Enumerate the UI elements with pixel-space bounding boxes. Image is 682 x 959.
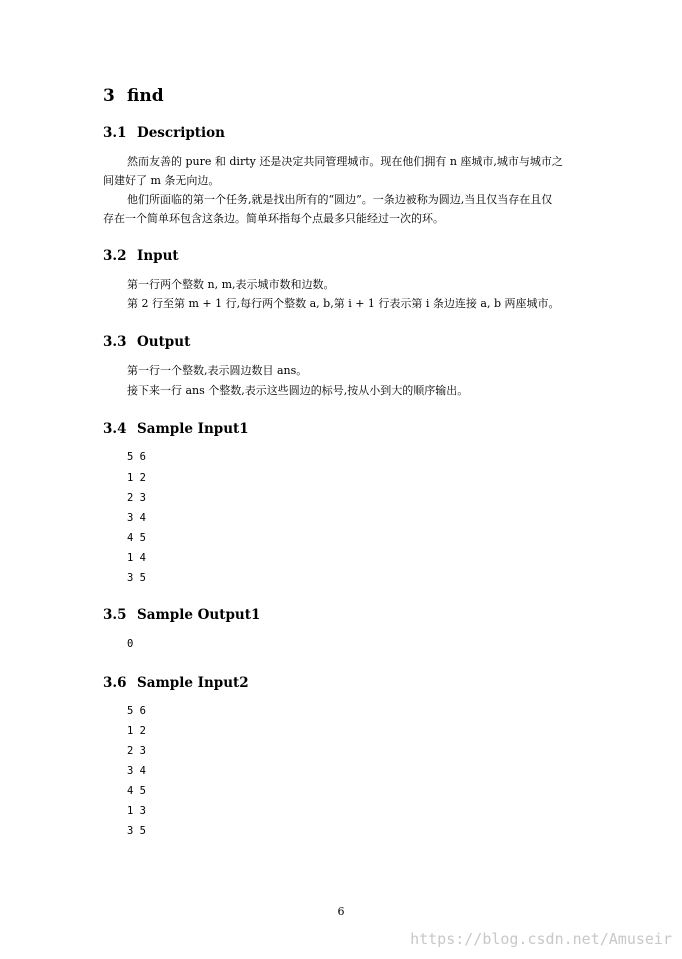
code-line: 1 3 <box>127 805 146 817</box>
code-line: 5 6 <box>127 451 146 463</box>
sample-input2-heading <box>103 675 249 691</box>
output-heading <box>103 334 190 350</box>
subsection-number: 3.6 <box>103 675 127 691</box>
subsection-number: 3.2 <box>103 248 127 264</box>
sample-output1-heading <box>103 607 260 623</box>
subsection-number: 3.3 <box>103 334 127 350</box>
description-line-4: 存在一个简单环包含这条边。简单环指每个点最多只能经过一次的环。 <box>103 212 444 225</box>
subsection-number: 3.5 <box>103 607 127 623</box>
subsection-number: 3.4 <box>103 421 127 437</box>
code-line: 1 2 <box>127 725 146 737</box>
subsection-number: 3.1 <box>103 125 127 141</box>
section-heading <box>103 86 164 106</box>
code-line: 5 6 <box>127 705 146 717</box>
description-line-3: 他们所面临的第一个任务,就是找出所有的“圆边”。一条边被称为圆边,当且仅当存在且仅 <box>127 193 553 206</box>
code-line: 1 4 <box>127 552 146 564</box>
subsection-title: Output <box>137 334 191 350</box>
subsection-title: Input <box>137 248 179 264</box>
code-line: 4 5 <box>127 532 146 544</box>
code-line: 3 4 <box>127 765 146 777</box>
code-line: 2 3 <box>127 745 146 757</box>
code-line: 3 5 <box>127 572 146 584</box>
sample-input1-heading <box>103 421 249 437</box>
code-line: 4 5 <box>127 785 146 797</box>
subsection-title: Sample Input1 <box>137 421 249 437</box>
subsection-title: Sample Input2 <box>137 675 249 691</box>
output-line-2: 接下来一行 ans 个整数,表示这些圆边的标号,按从小到大的顺序输出。 <box>127 384 469 397</box>
subsection-title: Sample Output1 <box>137 607 261 623</box>
input-heading <box>103 248 179 264</box>
page-number: 6 <box>337 905 345 918</box>
description-line-2: 间建好了 m 条无向边。 <box>103 174 220 187</box>
input-line-2: 第 2 行至第 m + 1 行,每行两个整数 a, b,第 i + 1 行表示第 i 条边连接 a, b 两座城市。 <box>127 297 560 310</box>
code-line: 3 4 <box>127 512 146 524</box>
section-title: find <box>127 86 164 106</box>
description-heading <box>103 125 225 141</box>
subsection-title: Description <box>137 125 225 141</box>
output-line-1: 第一行一个整数,表示圆边数目 ans。 <box>127 364 308 377</box>
code-line: 1 2 <box>127 472 146 484</box>
code-line: 0 <box>127 638 134 650</box>
code-line: 2 3 <box>127 492 146 504</box>
input-line-1: 第一行两个整数 n, m,表示城市数和边数。 <box>127 278 335 291</box>
watermark: https://blog.csdn.net/Amuseir <box>410 930 672 948</box>
description-line-1: 然而友善的 pure 和 dirty 还是决定共同管理城市。现在他们拥有 n 座城市,城市与城市之 <box>127 155 563 168</box>
code-line: 3 5 <box>127 825 146 837</box>
section-number: 3 <box>103 86 115 106</box>
